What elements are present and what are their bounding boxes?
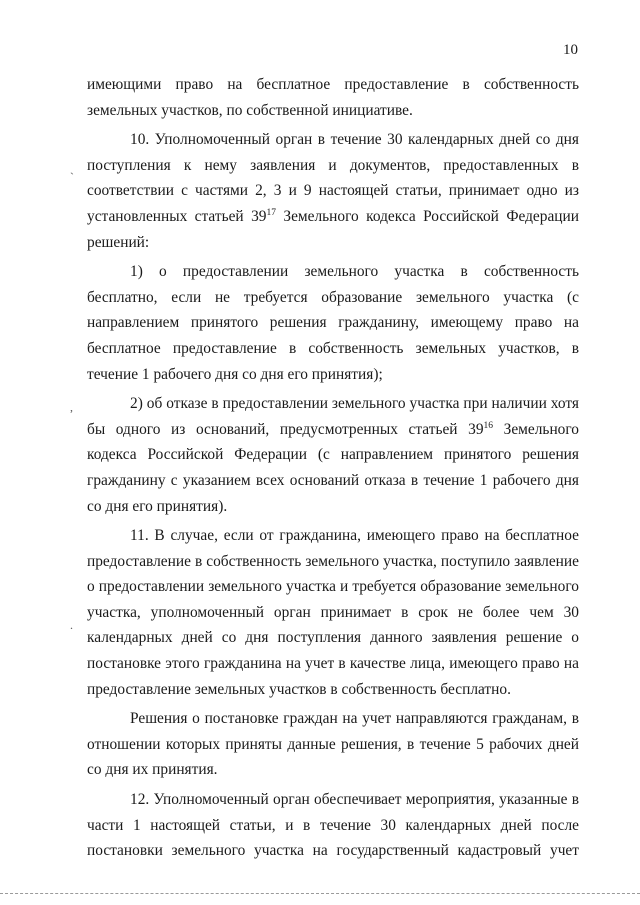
- paragraph-text: 2) об отказе в предоставлении земельного участка при наличии хотя бы одного из оснований, предусмотренных статьей 39: [87, 395, 579, 438]
- paragraph-text: Земельного кодекса Российской Федерации (с направлением принятого решения гражданину с указанием всех оснований отказа в течение 1 рабочего дня со дня его принятия).: [87, 420, 580, 515]
- subparagraph-1: 1) о предоставлении земельного участка в собственность бесплатно, если не требуется образование земельного участка (с направлением принятого решения гражданину, имеющему право на бесплатное предоставление в собственность земельных участков, в течение 1 рабочего дня со дня его принятия);: [87, 263, 579, 383]
- paragraph-item-11: 11. В случае, если от гражданина, имеющего право на бесплатное предоставление в собственность земельного участка, поступило заявление о предоставлении земельного участка и требуется образование земельного участка, уполномоченный орган принимает в срок не более чем 30 календарных дней со дня поступления данного заявления решение о постановке этого гражданина на учет в качестве лица, имеющего право на предоставление земельных участков в собственность бесплатно.: [87, 527, 579, 698]
- article-superscript: 16: [483, 420, 494, 431]
- paragraph-text: 10. Уполномоченный орган в течение 30 календарных дней со дня поступления к нему заявления и документов, предоставленных в соответствии с частями 2, 3 и 9 настоящей статьи, принимает одно из установленных статьей 39: [87, 131, 579, 225]
- document-body: [87, 72, 579, 864]
- margin-mark: ,: [70, 400, 73, 414]
- paragraph-item-12: 12. Уполномоченный орган обеспечивает мероприятия, указанные в части 1 настоящей статьи, и в течение 30 календарных дней после постановки земельного участка на государственный кадастровый учет: [87, 791, 579, 860]
- paragraph-text: Земельного кодекса Российской Федерации решений:: [87, 207, 579, 251]
- article-superscript: 17: [266, 207, 276, 218]
- footer-rule: [0, 893, 640, 894]
- paragraph-continuation: имеющими право на бесплатное предоставление в собственность земельных участков, по собственной инициативе.: [87, 76, 579, 119]
- paragraph-item-10: [87, 127, 579, 255]
- margin-mark: .: [70, 618, 73, 632]
- subparagraph-2: [87, 391, 579, 519]
- paragraph-decisions-notice: Решения о постановке граждан на учет направляются гражданам, в отношении которых приняты данные решения, в течение 5 рабочих дней со дня их принятия.: [87, 710, 579, 779]
- page-number: 10: [563, 42, 578, 58]
- margin-mark: `: [70, 170, 74, 184]
